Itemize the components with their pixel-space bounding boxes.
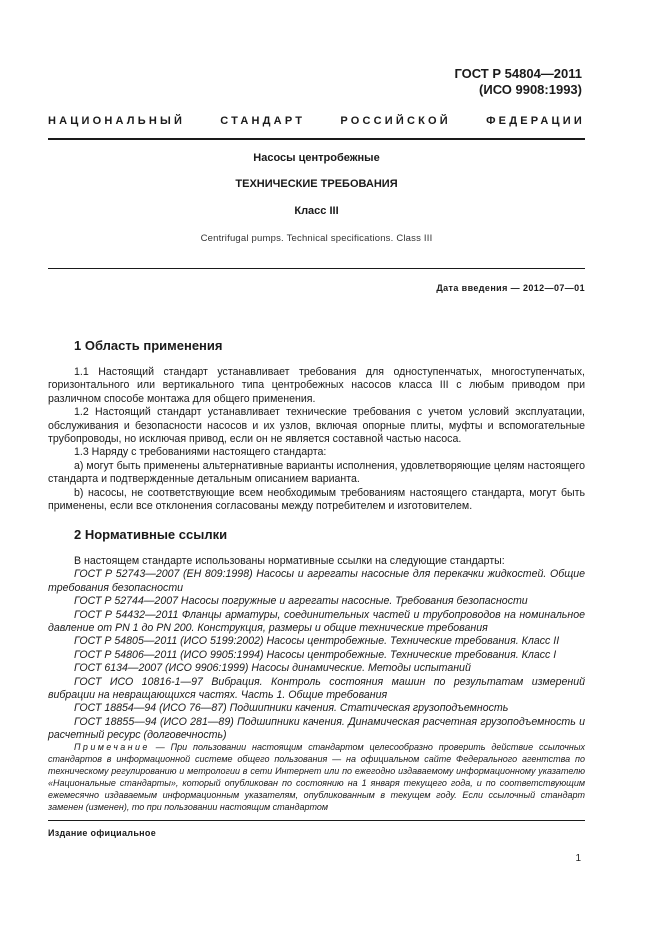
reference-item: ГОСТ Р 52743—2007 (ЕН 809:1998) Насосы и агрегаты насосные для перекачки жидкостей. Общие требования безопасности — [48, 568, 585, 594]
reference-item: ГОСТ Р 52744—2007 Насосы погружные и агрегаты насосные. Требования безопасности — [74, 595, 528, 608]
standard-number: ГОСТ Р 54804—2011 — [454, 66, 582, 81]
footer-divider — [48, 820, 585, 821]
paragraph: 1.2 Настоящий стандарт устанавливает технические требования с учетом условий эксплуатации, обслуживания и безопасности насосов и их узлов, включая опорные плиты, муфты и вспомогательные трубопроводы, но исключая привод, если он не является составной частью насоса. — [48, 406, 585, 446]
introduction-date: Дата введения — 2012—07—01 — [436, 283, 585, 293]
paragraph: 1.1 Настоящий стандарт устанавливает требования для одноступенчатых, многоступенчатых, горизонтального или вертикального типа центробежных насосов класса III с любым приводом при различном способе монтажа для общего применения. — [48, 366, 585, 405]
paragraph: а) могут быть применены альтернативные варианты исполнения, удовлетворяющие целям настоящего стандарта и подтвержденные детальным описанием варианта. — [48, 459, 585, 486]
header-divider — [48, 138, 585, 140]
reference-item: ГОСТ 18855—94 (ИСО 281—89) Подшипники качения. Динамическая расчетная грузоподъемность и расчетный ресурс (долговечность) — [48, 715, 585, 742]
references-intro: В настоящем стандарте использованы нормативные ссылки на следующие стандарты: — [74, 555, 505, 567]
note-text: — При пользовании настоящим стандартом целесообразно проверить действие ссылочных стандартов в информационной системе общего пользования — на официальном сайте Федерального агентства по техническому регулированию и метрологии в сети Интернет или по ежегодно издаваемому информационному указателю «Национальные стандарты», который опубликован по состоянию на 1 января текущего года, и по соответствующим ежемесячно издаваемым информационным указателям, опубликованным в текущем году. Если ссылочный стандарт заменен (изменен), то при пользовании настоящим стандартом — [48, 742, 585, 812]
reference-item: ГОСТ Р 54806—2011 (ИСО 9905:1994) Насосы центробежные. Технические требования. Класс I — [74, 648, 557, 661]
title-line-3: Класс III — [294, 205, 339, 217]
note-block — [48, 741, 585, 813]
section-2-body — [48, 555, 585, 743]
iso-equivalent: (ИСО 9908:1993) — [479, 82, 582, 97]
note-label: Примечание — [74, 742, 150, 752]
edition-label: Издание официальное — [48, 828, 157, 838]
banner-word: НАЦИОНАЛЬНЫЙ — [48, 115, 186, 127]
section-2-heading: 2 Нормативные ссылки — [74, 527, 228, 542]
reference-item: ГОСТ ИСО 10816-1—97 Вибрация. Контроль состояния машин по результатам измерений вибрации на невращающихся частях. Часть 1. Общие требования — [48, 675, 585, 702]
paragraph: b) насосы, не соответствующие всем необходимым требованиям настоящего стандарта, могут быть применены, если все отклонения согласованы между потребителем и изготовителем. — [48, 486, 585, 513]
reference-item: ГОСТ Р 54432—2011 Фланцы арматуры, соединительных частей и трубопроводов на номинальное давление от PN 1 до PN 200. Конструкция, размеры и общие технические требования — [48, 608, 585, 635]
reference-item: ГОСТ 18854—94 (ИСО 76—87) Подшипники качения. Статическая грузоподъемность — [74, 702, 509, 715]
banner-word: РОССИЙСКОЙ — [340, 115, 451, 127]
paragraph: 1.3 Наряду с требованиями настоящего стандарта: — [74, 446, 327, 459]
reference-item: ГОСТ Р 54805—2011 (ИСО 5199:2002) Насосы центробежные. Технические требования. Класс II — [74, 635, 560, 648]
banner-word: СТАНДАРТ — [220, 115, 306, 127]
english-title: Centrifugal pumps. Technical specifications. Class III — [200, 233, 433, 244]
title-line-2: ТЕХНИЧЕСКИЕ ТРЕБОВАНИЯ — [235, 178, 398, 190]
title-divider — [48, 268, 585, 269]
standard-designation — [454, 66, 582, 98]
page-number: 1 — [575, 853, 581, 864]
reference-item: ГОСТ 6134—2007 (ИСО 9906:1999) Насосы динамические. Методы испытаний — [74, 662, 471, 675]
section-1-heading: 1 Область применения — [74, 338, 223, 353]
banner-word: ФЕДЕРАЦИИ — [486, 115, 585, 127]
section-1-body — [48, 366, 585, 513]
national-standard-banner — [48, 115, 585, 127]
title-line-1: Насосы центробежные — [253, 152, 380, 164]
